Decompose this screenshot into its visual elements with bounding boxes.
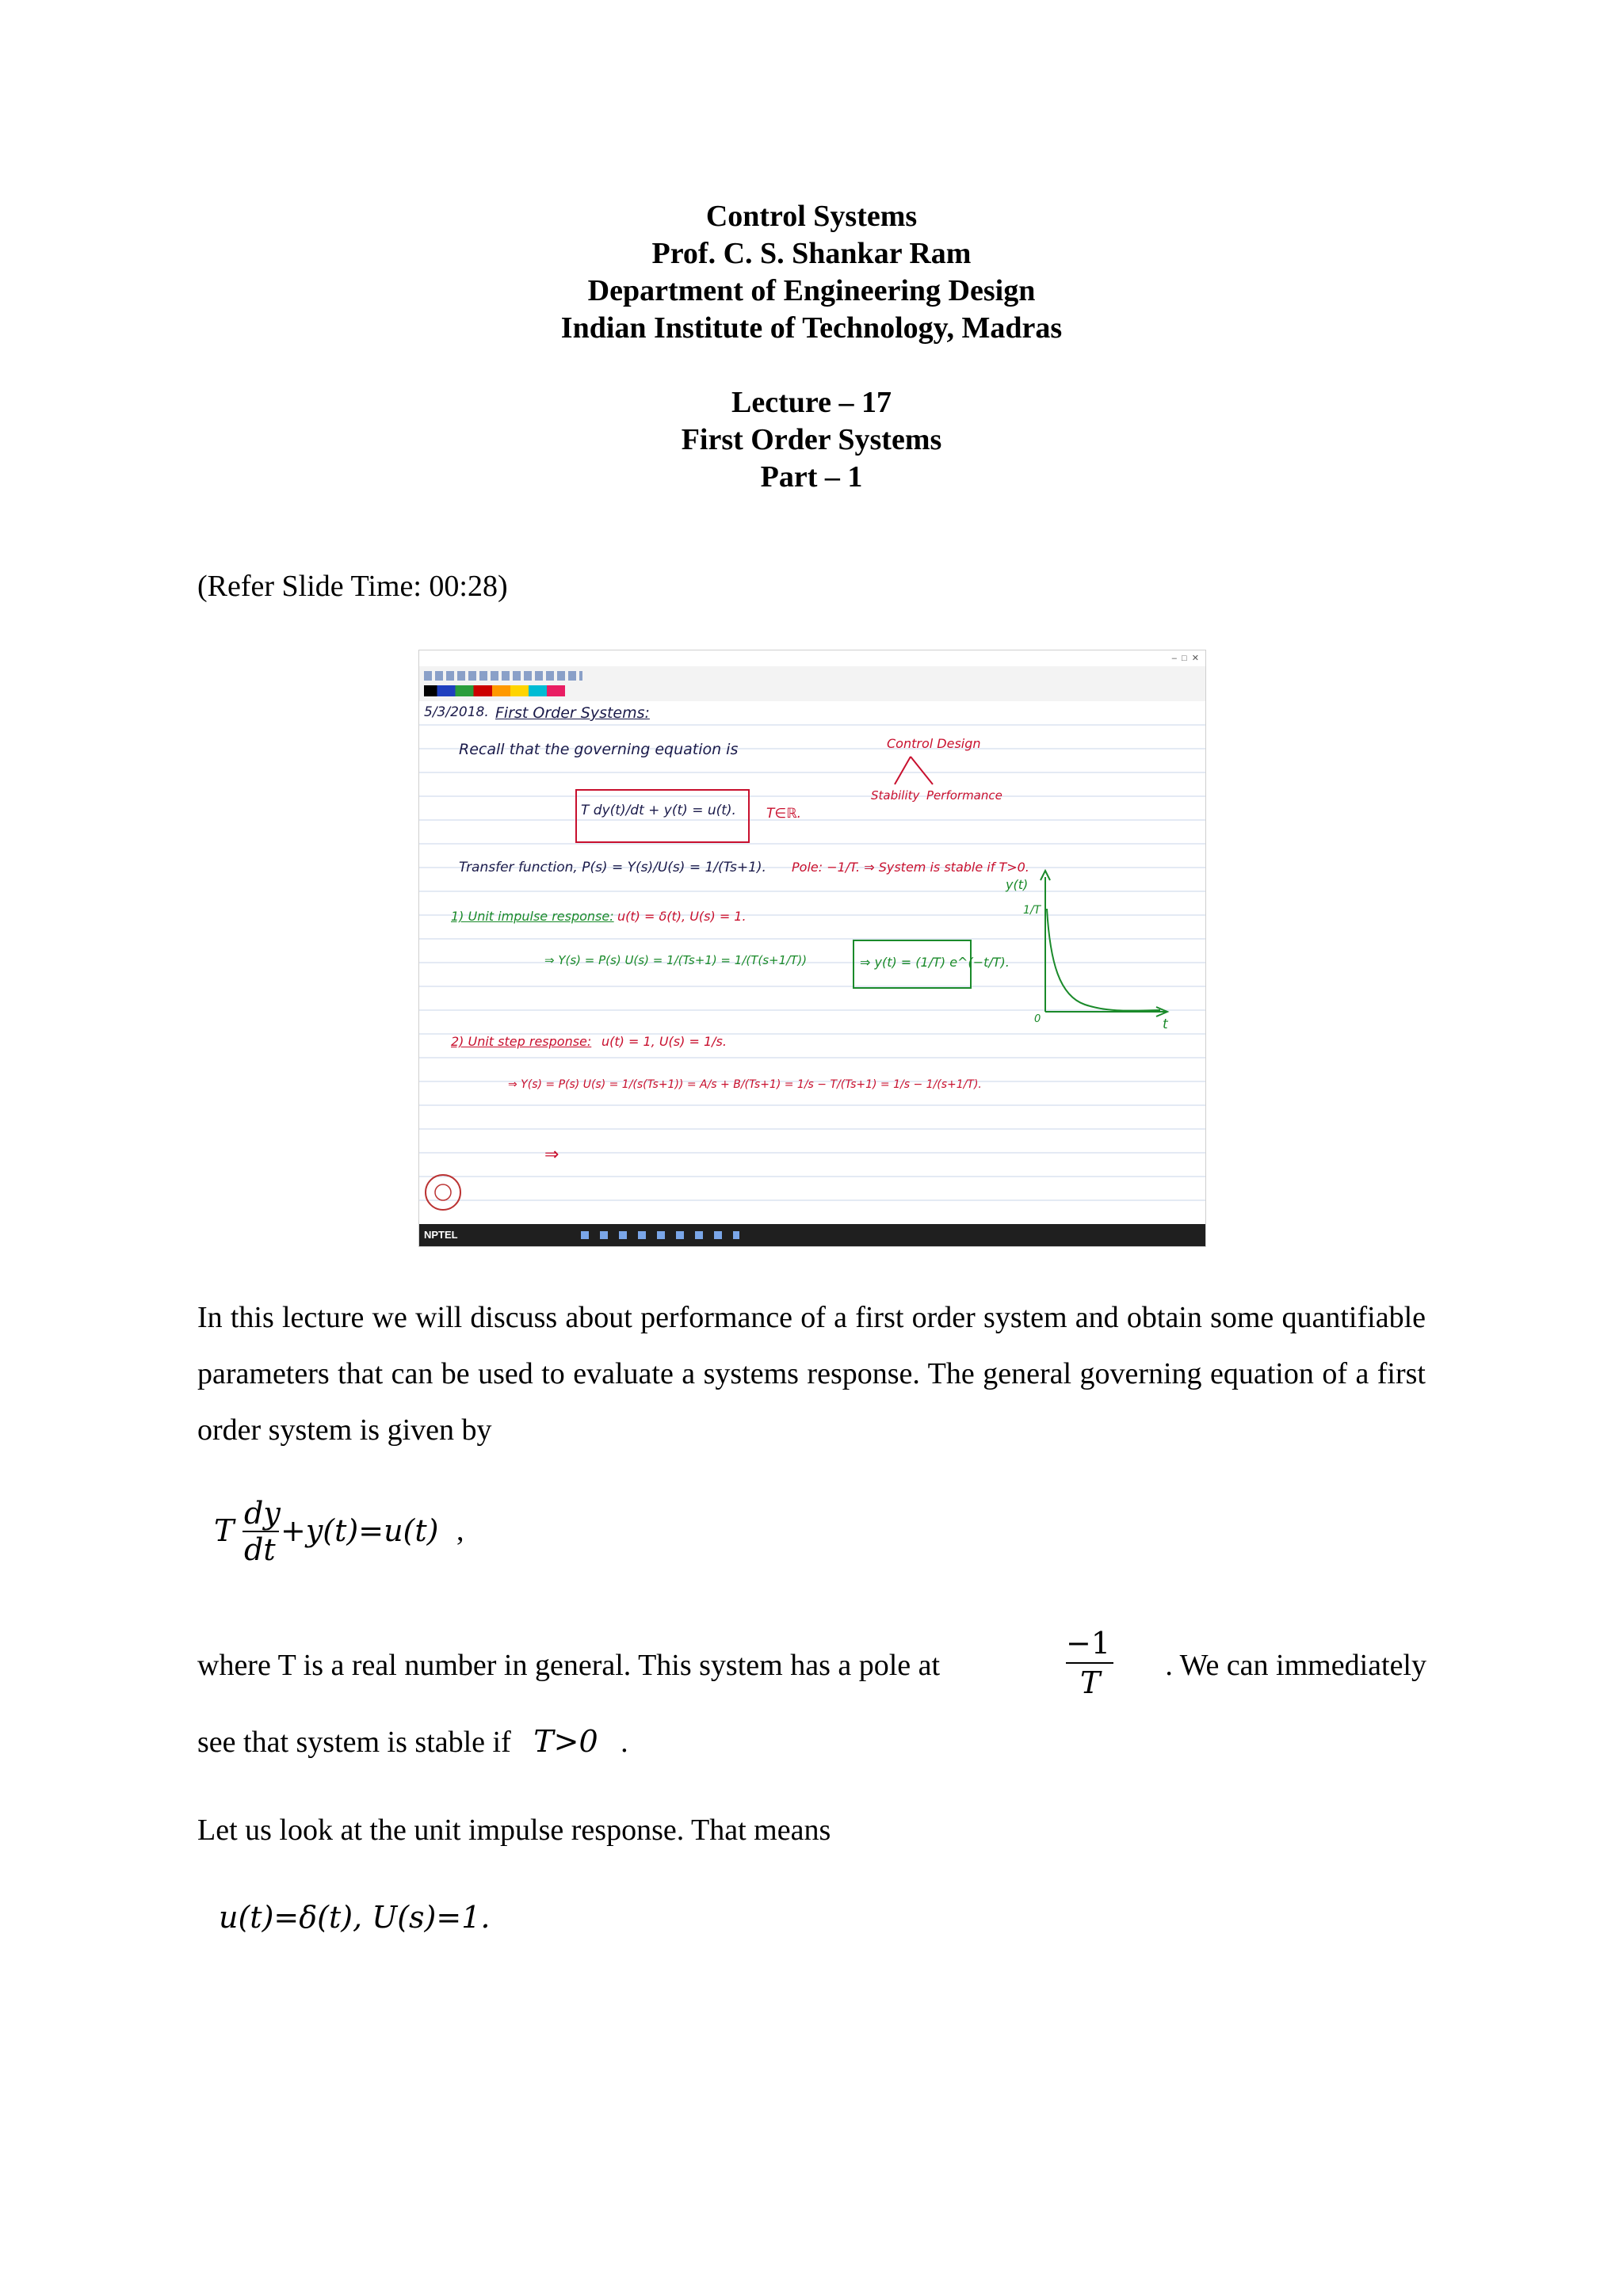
- lecture-topic: First Order Systems: [681, 423, 942, 456]
- eq1-denominator: dt: [244, 1532, 276, 1567]
- control-design-arrows-icon: [895, 757, 933, 784]
- impulse-intro: Let us look at the unit impulse response. That means: [197, 1814, 831, 1847]
- stability-condition: T>0: [533, 1724, 598, 1759]
- slide-recall-text: Recall that the governing equation is: [459, 741, 739, 758]
- eq1-comma: ,: [456, 1514, 464, 1547]
- pole-fraction-bar: [1066, 1662, 1113, 1664]
- institute-name: Indian Institute of Technology, Madras: [560, 311, 1063, 345]
- slide-t-real: T∈ℝ.: [766, 806, 802, 822]
- slide-window-titlebar: [419, 650, 1205, 666]
- pole-denominator: T: [1080, 1665, 1101, 1700]
- eq1-rest: +y(t)=u(t): [281, 1513, 439, 1548]
- slide-impulse-ys: ⇒ Y(s) = P(s) U(s) = 1/(Ts+1) = 1/(T(s+1/T)): [544, 953, 808, 967]
- pole-numerator: −1: [1066, 1626, 1111, 1661]
- plot-y-label: y(t): [1006, 877, 1029, 892]
- slide-pole-note: Pole: −1/T. ⇒ System is stable if T>0.: [792, 860, 1029, 875]
- slide-taskbar: [419, 1224, 1205, 1246]
- lecture-part: Part – 1: [760, 460, 863, 494]
- lecture-header: [0, 384, 1623, 496]
- plot-axis-arrows-icon: [1041, 871, 1167, 1016]
- impulse-equation: u(t)=δ(t), U(s)=1.: [219, 1900, 491, 1935]
- stability-sentence: [197, 1724, 1426, 1760]
- slide-date: 5/3/2018.: [424, 704, 489, 720]
- slide-time-reference: (Refer Slide Time: 00:28): [197, 570, 508, 603]
- professor-name: Prof. C. S. Shankar Ram: [651, 237, 972, 270]
- toolbar-icons: [424, 671, 582, 681]
- nptel-logo-icon: [426, 1175, 460, 1210]
- slide-window-toolbar: [419, 666, 1205, 702]
- paragraph-intro: In this lecture we will discuss about performance of a first order system and obtain some quantifiable parameters that can be used to evaluate a systems response. The general governing equation of a first order system is given by: [197, 1301, 1426, 1447]
- stability-sentence-start: see that system is stable if: [197, 1726, 511, 1759]
- stability-period: .: [621, 1726, 628, 1759]
- taskbar-app-icons: [581, 1231, 739, 1239]
- plot-decay-curve: [1047, 909, 1160, 1011]
- window-controls-icon: – □ ✕: [1171, 654, 1199, 663]
- plot-origin: 0: [1034, 1013, 1041, 1025]
- slide-screenshot: [418, 650, 1206, 1247]
- slide-step-heading: 2) Unit step response:: [451, 1034, 592, 1049]
- slide-governing-eq: T dy(t)/dt + y(t) = u(t).: [581, 803, 736, 818]
- slide-canvas: [419, 701, 1205, 1224]
- slide-step-input: u(t) = 1, U(s) = 1/s.: [601, 1034, 727, 1049]
- slide-stability: Stability: [871, 788, 920, 803]
- slide-transfer-function: Transfer function, P(s) = Y(s)/U(s) = 1/(Ts+1).: [459, 860, 766, 875]
- plot-initial-value: 1/T: [1023, 904, 1041, 917]
- eq1-coefficient: T: [214, 1513, 235, 1548]
- eq1-numerator: dy: [244, 1496, 281, 1531]
- course-title: Control Systems: [705, 200, 918, 233]
- slide-step-ys: ⇒ Y(s) = P(s) U(s) = 1/(s(Ts+1)) = A/s + B/(Ts+1) = 1/s − T/(Ts+1) = 1/s − 1/(s+1/T).: [508, 1078, 982, 1091]
- slide-impulse-yt: ⇒ y(t) = (1/T) e^(−t/T).: [860, 955, 1010, 970]
- slide-heading: First Order Systems:: [495, 704, 650, 722]
- nptel-label: NPTEL: [424, 1229, 458, 1241]
- slide-performance: Performance: [926, 788, 1002, 803]
- plot-x-label: t: [1163, 1016, 1168, 1032]
- department-name: Department of Engineering Design: [587, 274, 1036, 307]
- slide-control-design: Control Design: [887, 736, 981, 751]
- lecture-number: Lecture – 17: [731, 386, 892, 419]
- color-palette-icons: [424, 685, 685, 696]
- document-header: [0, 198, 1623, 347]
- slide-impulse-heading: 1) Unit impulse response:: [451, 909, 614, 924]
- pole-sentence-start: where T is a real number in general. This system has a pole at: [197, 1649, 941, 1682]
- slide-impulse-input: u(t) = δ(t), U(s) = 1.: [617, 909, 747, 924]
- slide-arrow: ⇒: [544, 1145, 559, 1165]
- pole-sentence-end: . We can immediately: [1165, 1649, 1426, 1682]
- slide-ruling-lines: [419, 701, 1205, 1224]
